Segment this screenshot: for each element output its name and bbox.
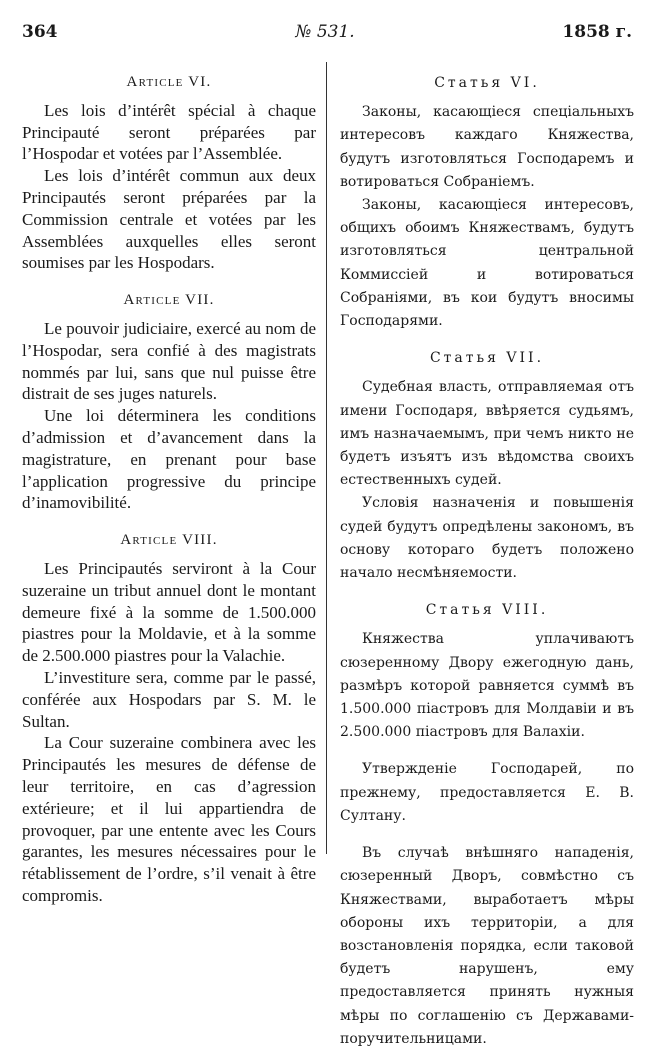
article-paragraph: Княжества уплачиваютъ сюзеренному Двору ежегодную дань, размѣръ которой равняется суммѣ въ 1.500.000 піастровъ для Молдавіи и въ 2.500.000 піастровъ для Валахіи. (340, 631, 634, 741)
article-paragraph: Условія назначенія и повышенія судей будутъ опредѣлены закономъ, въ основу котораго будетъ положено начало несмѣняемости. (340, 495, 634, 582)
article-paragraph: Les lois d’intérêt spécial à chaque Principauté seront préparées par l’Hospodar et votées par l’Assemblée. (22, 100, 316, 164)
french-article-6 (22, 72, 316, 274)
article-heading: Статья VI. (434, 75, 540, 91)
page-number: 364 (22, 22, 58, 42)
russian-article-7 (340, 347, 634, 585)
article-paragraph: Утвержденіе Господарей, по прежнему, предоставляется Е. В. Султану. (340, 761, 634, 824)
page-header (0, 22, 650, 46)
article-paragraph: Законы, касающіеся спеціальныхъ интересовъ каждаго Княжества, будутъ изготовляться Господаремъ и вотироваться Собраніемъ. (340, 104, 634, 190)
article-heading: Статья VIII. (425, 602, 549, 619)
article-paragraph: Une loi déterminera les conditions d’admission et d’avancement dans la magistrature, en prenant pour base l’application progressive du principe d’inamovibilité. (22, 406, 316, 513)
article-heading: Article VII. (123, 292, 215, 309)
french-column (22, 62, 316, 905)
french-article-8 (22, 530, 316, 907)
column-divider (326, 62, 327, 854)
article-paragraph: Въ случаѣ внѣшняго нападенія, сюзеренный Дворъ, совмѣстно съ Княжествами, выработаетъ мѣры обороны ихъ территоріи, а для возстановленія порядка, если таковой будетъ нарушенъ, ему предоставляется принять нужныя мѣры по соглашенію съ Державами-поручительницами. (340, 845, 634, 1047)
french-article-7 (22, 290, 316, 514)
article-heading: Article VI. (126, 74, 212, 90)
year: 1858 г. (562, 22, 632, 42)
paragraph-gap (340, 744, 634, 758)
article-paragraph: Законы, касающіеся интересовъ, общихъ обоимъ Княжествамъ, будутъ изготовляться центральной Коммиссіей и вотироваться Собраніями, въ кои будутъ вносимы Господарями. (340, 197, 634, 330)
article-paragraph: Les lois d’intérêt commun aux deux Principautés seront préparées par la Commission centrale et votées par les Assemblées auxquelles elles seront soumises par les Hospodars. (22, 166, 316, 273)
article-paragraph: Судебная власть, отправляемая отъ имени Господаря, ввѣряется судьямъ, имъ назначаемымъ, при чемъ никто не будетъ изъятъ изъ вѣдомства своихъ естественныхъ судей. (340, 379, 634, 489)
article-paragraph: Les Principautés serviront à la Cour suzeraine un tribut annuel dont le montant demeure fixé à la somme de 1.500.000 piastres pour la Moldavie, et à la somme de 2.500.000 piastres pour la Valachie. (22, 558, 316, 666)
article-paragraph: La Cour suzeraine combinera avec les Principautés les mesures de défense de leur territoire, en cas d’agression extérieure; et il lui appartiendra de provoquer, par une entente avec les Cours garantes, les mesures nécessaires pour le rétablissement de l’ordre, s’il venait à être compromis. (22, 733, 316, 905)
russian-column (340, 62, 634, 1047)
article-heading: Article VIII. (120, 532, 218, 549)
russian-article-6 (340, 72, 634, 333)
paragraph-gap (340, 828, 634, 842)
russian-article-8 (340, 599, 634, 1051)
article-paragraph: L’investiture sera, comme par le passé, conférée aux Hospodars par S. M. le Sultan. (22, 667, 316, 731)
article-heading: Статья VII. (429, 350, 545, 367)
document-number: № 531. (295, 22, 355, 42)
article-paragraph: Le pouvoir judiciaire, exercé au nom de l’Hospodar, sera confié à des magistrats nommés par lui, sans que nul puisse être distrait de ses juges naturels. (22, 318, 316, 404)
